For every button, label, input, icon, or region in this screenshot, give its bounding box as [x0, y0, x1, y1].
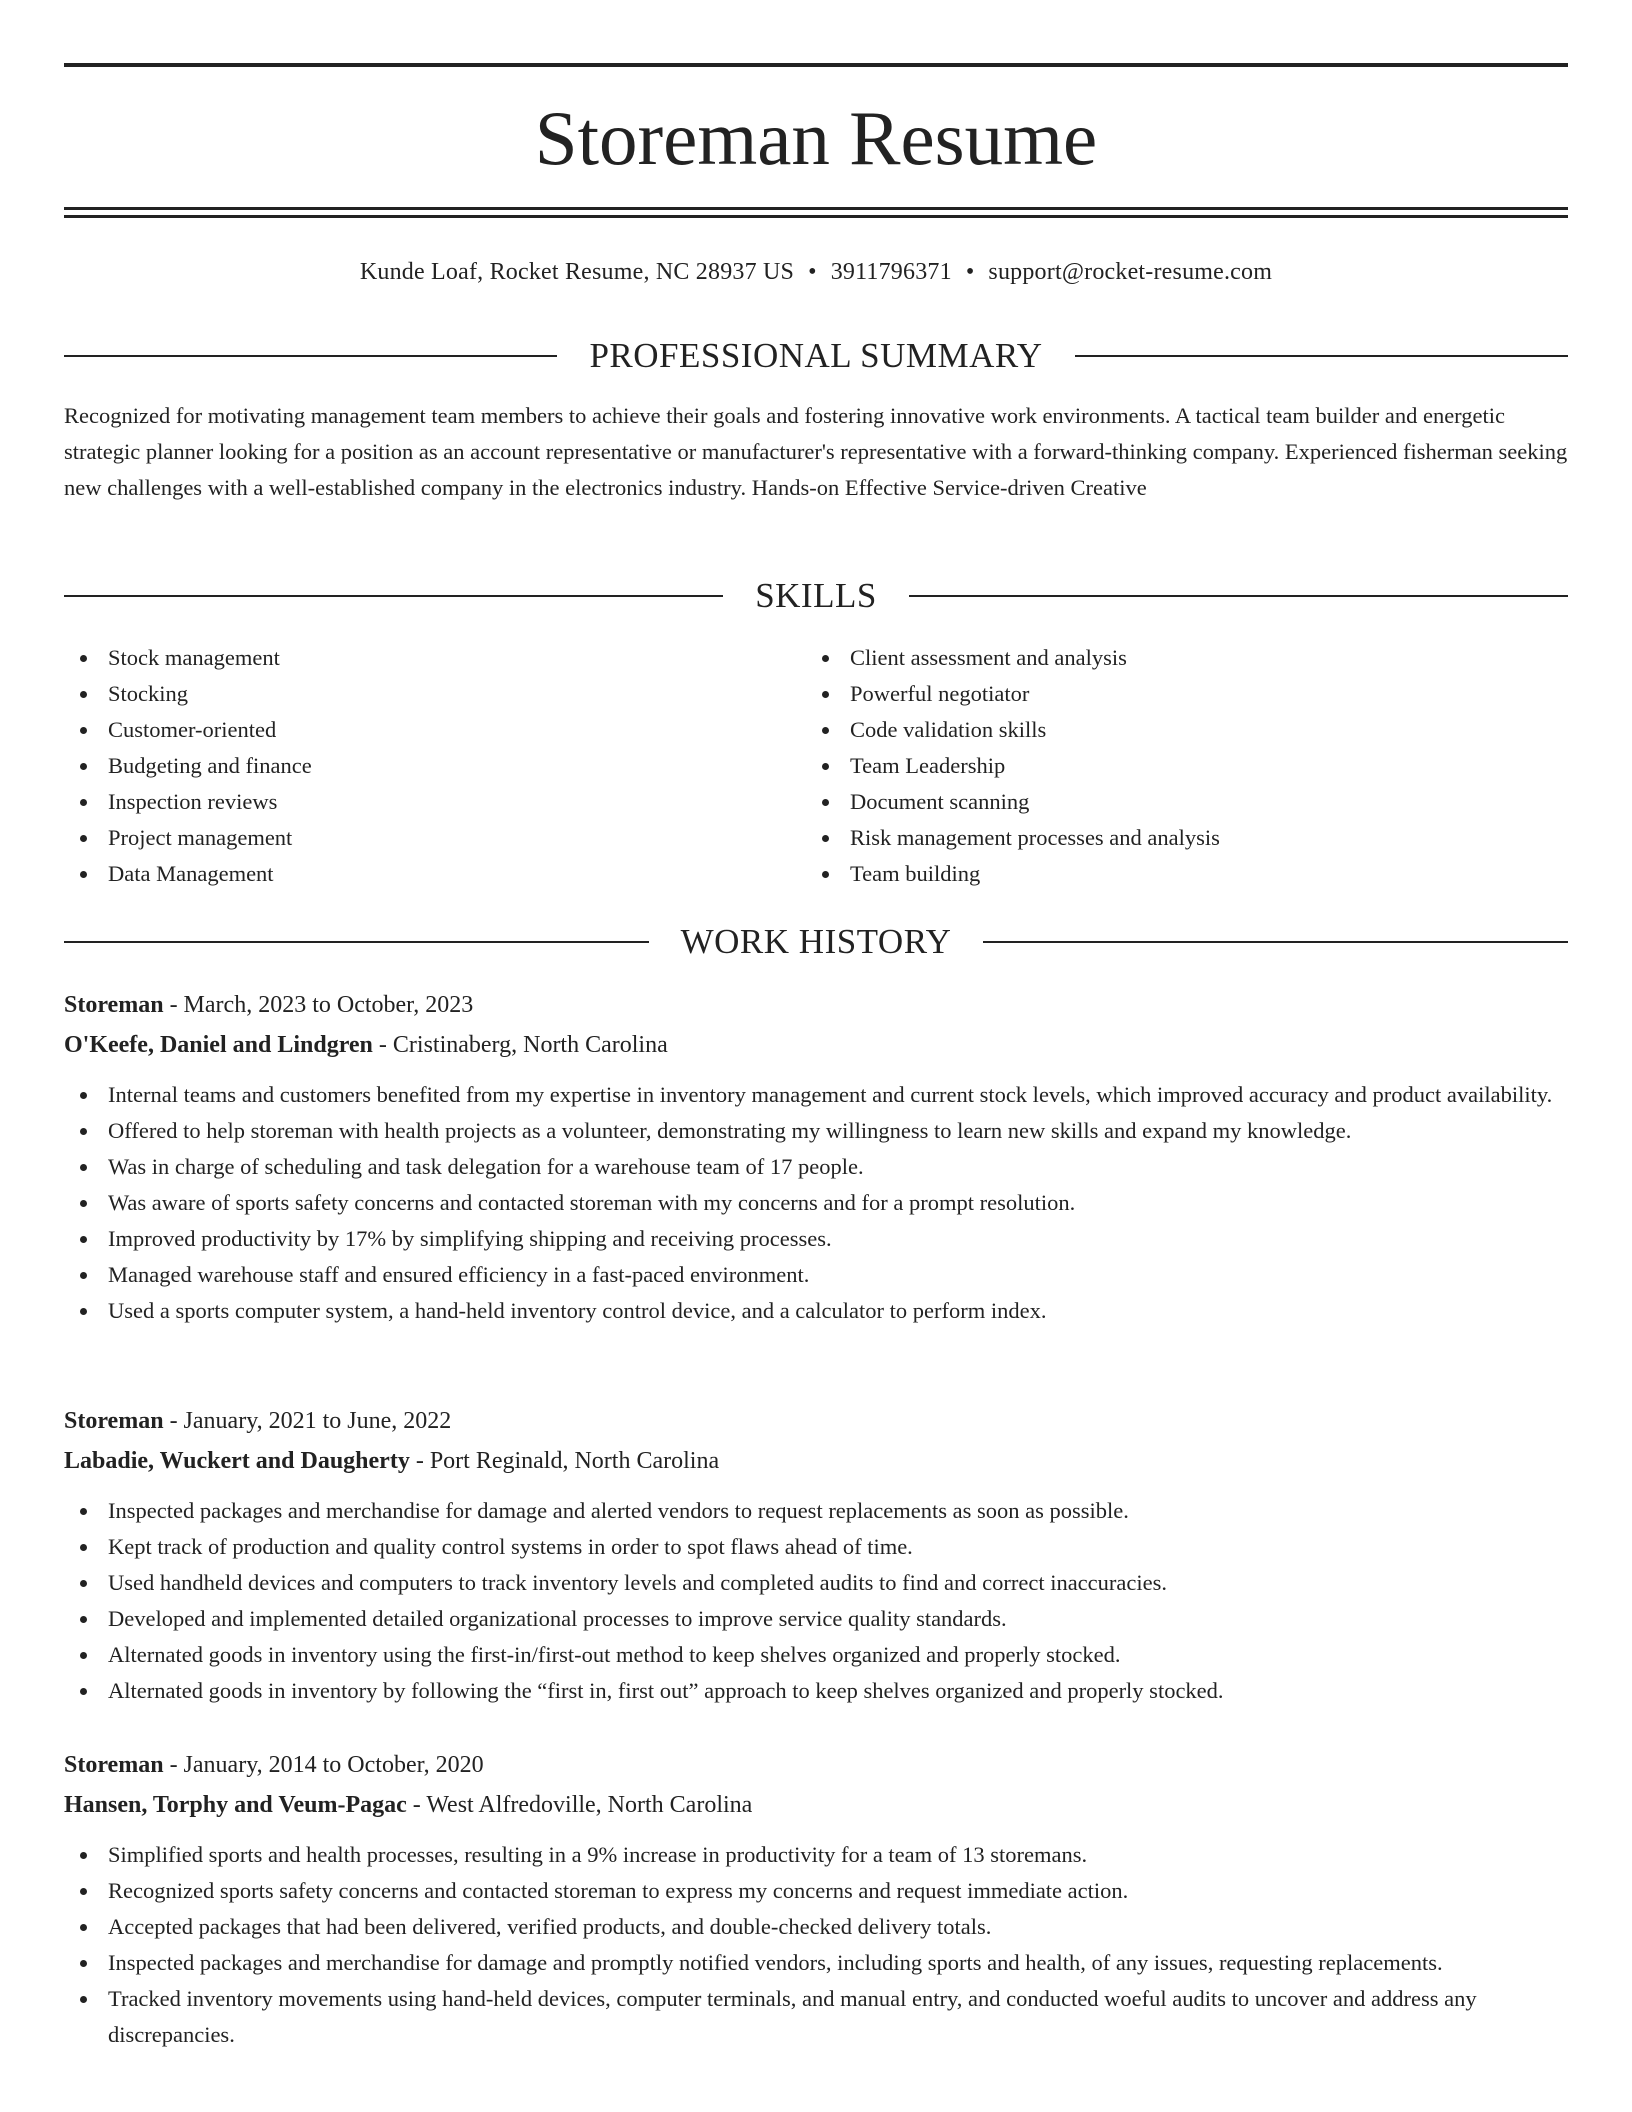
- contact-separator: •: [808, 259, 817, 285]
- skill-item: Team Leadership: [806, 748, 1506, 784]
- heading-rule: [64, 595, 723, 597]
- job-bullet: Was aware of sports safety concerns and contacted storeman with my concerns and for a prompt resolution.: [64, 1185, 1568, 1221]
- skill-item: Risk management processes and analysis: [806, 820, 1506, 856]
- job-company: Labadie, Wuckert and Daugherty: [64, 1448, 410, 1474]
- section-heading-summary: [64, 334, 1568, 378]
- contact-address: Kunde Loaf, Rocket Resume, NC 28937 US: [359, 259, 795, 285]
- job-title: Storeman: [64, 1752, 164, 1778]
- heading-label: SKILLS: [755, 576, 877, 615]
- job-bullet: Simplified sports and health processes, resulting in a 9% increase in productivity for a team of 13 storemans.: [64, 1837, 1568, 1873]
- job-bullet: Alternated goods in inventory using the first-in/first-out method to keep shelves organized and properly stocked.: [64, 1637, 1568, 1673]
- contact-phone: 3911796371: [830, 259, 952, 285]
- job-bullet: Alternated goods in inventory by following the “first in, first out” approach to keep shelves organized and properly stocked.: [64, 1673, 1568, 1709]
- job-dates: - January, 2014 to October, 2020: [163, 1752, 484, 1778]
- resume-title: Storeman Resume: [534, 95, 1098, 181]
- heading-rule: [1075, 355, 1568, 357]
- job-company-line: [64, 1785, 1568, 1825]
- skills-list-left: [64, 640, 764, 892]
- section-heading-work-history: [64, 920, 1568, 964]
- job-role-line: [64, 985, 1568, 1025]
- heading-rule: [64, 941, 649, 943]
- job-entry: [64, 1401, 1568, 1709]
- job-bullet: Accepted packages that had been delivered, verified products, and double-checked delivery totals.: [64, 1909, 1568, 1945]
- job-bullets: [64, 1077, 1568, 1329]
- job-bullet: Recognized sports safety concerns and contacted storeman to express my concerns and request immediate action.: [64, 1873, 1568, 1909]
- heading-rule: [64, 355, 557, 357]
- job-bullet: Inspected packages and merchandise for damage and promptly notified vendors, including sports and health, of any issues, requesting replacements.: [64, 1945, 1568, 1981]
- heading-rule: [983, 941, 1568, 943]
- title-rule-upper: [64, 207, 1568, 210]
- job-dates: - March, 2023 to October, 2023: [163, 992, 474, 1018]
- job-location: - Cristinaberg, North Carolina: [372, 1032, 668, 1058]
- contact-email: support@rocket-resume.com: [988, 259, 1273, 285]
- job-bullet: Used handheld devices and computers to track inventory levels and completed audits to find and correct inaccuracies.: [64, 1565, 1568, 1601]
- skill-item: Client assessment and analysis: [806, 640, 1506, 676]
- skill-item: Stocking: [64, 676, 764, 712]
- job-role-line: [64, 1745, 1568, 1785]
- job-bullet: Internal teams and customers benefited from my expertise in inventory management and current stock levels, which improved accuracy and product availability.: [64, 1077, 1568, 1113]
- skill-item: Powerful negotiator: [806, 676, 1506, 712]
- heading-label: PROFESSIONAL SUMMARY: [589, 336, 1043, 375]
- heading-label: WORK HISTORY: [680, 922, 952, 961]
- job-bullet: Used a sports computer system, a hand-held inventory control device, and a calculator to perform index.: [64, 1293, 1568, 1329]
- job-bullet: Managed warehouse staff and ensured efficiency in a fast-paced environment.: [64, 1257, 1568, 1293]
- job-location: - West Alfredoville, North Carolina: [406, 1792, 753, 1818]
- job-bullets: [64, 1837, 1568, 2053]
- skill-item: Data Management: [64, 856, 764, 892]
- job-dates: - January, 2021 to June, 2022: [163, 1408, 452, 1434]
- skills-list-right: [806, 640, 1506, 892]
- job-bullet: Inspected packages and merchandise for damage and alerted vendors to request replacements as soon as possible.: [64, 1493, 1568, 1529]
- skill-item: Document scanning: [806, 784, 1506, 820]
- heading-rule: [909, 595, 1568, 597]
- job-bullet: Was in charge of scheduling and task delegation for a warehouse team of 17 people.: [64, 1149, 1568, 1185]
- job-role-line: [64, 1401, 1568, 1441]
- job-bullet: Kept track of production and quality control systems in order to spot flaws ahead of time.: [64, 1529, 1568, 1565]
- skill-item: Team building: [806, 856, 1506, 892]
- skill-item: Code validation skills: [806, 712, 1506, 748]
- contact-line: [64, 252, 1568, 292]
- skill-item: Project management: [64, 820, 764, 856]
- job-company: Hansen, Torphy and Veum-Pagac: [64, 1792, 407, 1818]
- job-bullet: Developed and implemented detailed organizational processes to improve service quality standards.: [64, 1601, 1568, 1637]
- summary-text: Recognized for motivating management team members to achieve their goals and fostering innovative work environments. A tactical team builder and energetic strategic planner looking for a position as an account representative or manufacturer's representative with a forward-thinking company. Experienced fisherman seeking new challenges with a well-established company in the electronics industry. Hands-on Effective Service-driven Creative: [64, 403, 1568, 500]
- job-bullet: Improved productivity by 17% by simplifying shipping and receiving processes.: [64, 1221, 1568, 1257]
- skill-item: Inspection reviews: [64, 784, 764, 820]
- job-company: O'Keefe, Daniel and Lindgren: [64, 1032, 373, 1058]
- job-entry: [64, 985, 1568, 1329]
- section-heading-skills: [64, 574, 1568, 618]
- title-rule-lower: [64, 215, 1568, 218]
- job-bullet: Tracked inventory movements using hand-held devices, computer terminals, and manual entry, and conducted woeful audits to uncover and address any discrepancies.: [64, 1981, 1568, 2053]
- job-bullets: [64, 1493, 1568, 1709]
- job-company-line: [64, 1441, 1568, 1481]
- skill-item: Customer-oriented: [64, 712, 764, 748]
- job-company-line: [64, 1025, 1568, 1065]
- job-bullet: Offered to help storeman with health projects as a volunteer, demonstrating my willingness to learn new skills and expand my knowledge.: [64, 1113, 1568, 1149]
- skill-item: Budgeting and finance: [64, 748, 764, 784]
- top-rule: [64, 63, 1568, 67]
- contact-separator: •: [965, 259, 975, 285]
- job-title: Storeman: [64, 992, 164, 1018]
- job-title: Storeman: [64, 1408, 164, 1434]
- job-location: - Port Reginald, North Carolina: [409, 1448, 720, 1474]
- skill-item: Stock management: [64, 640, 764, 676]
- job-entry: [64, 1745, 1568, 2053]
